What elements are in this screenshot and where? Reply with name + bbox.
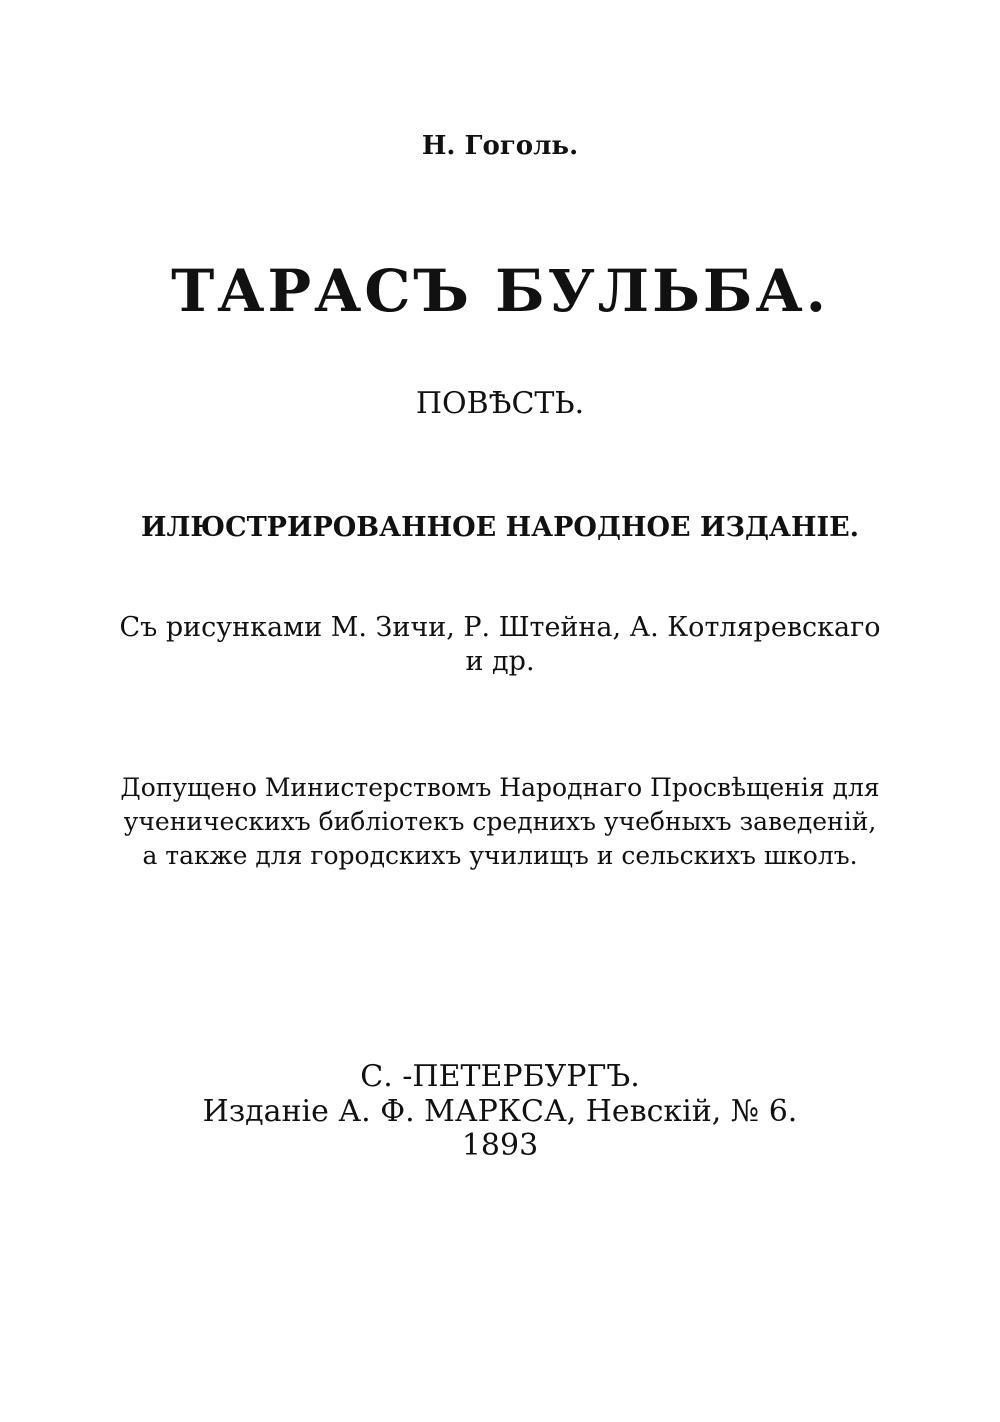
imprint-city: С. -ПЕТЕРБУРГЪ. xyxy=(360,1059,640,1094)
approval-line-1: Допущено Министерствомъ Народнаго Просвѣщенія для xyxy=(120,773,880,802)
edition-label: ИЛЮСТРИРОВАННОЕ НАРОДНОЕ ИЗДАНІЕ. xyxy=(140,512,860,543)
author-name: Н. Гоголь. xyxy=(421,131,579,161)
book-title: ТАРАСЪ БУЛЬБА. xyxy=(171,257,829,325)
illustrators-line-1: Съ рисунками М. Зичи, Р. Штейна, А. Котляревскаго xyxy=(119,612,881,643)
approval-line-3: а также для городскихъ училищъ и сельскихъ школъ. xyxy=(142,841,858,870)
approval-line-2: ученическихъ библіотекъ среднихъ учебныхъ заведеній, xyxy=(123,807,877,836)
imprint-publisher: Изданіе А. Ф. МАРКСА, Невскій, № 6. xyxy=(202,1094,798,1129)
imprint-year: 1893 xyxy=(461,1128,539,1163)
illustrators-line-2: и др. xyxy=(465,646,535,677)
genre-label: ПОВѢСТЬ. xyxy=(415,386,585,421)
